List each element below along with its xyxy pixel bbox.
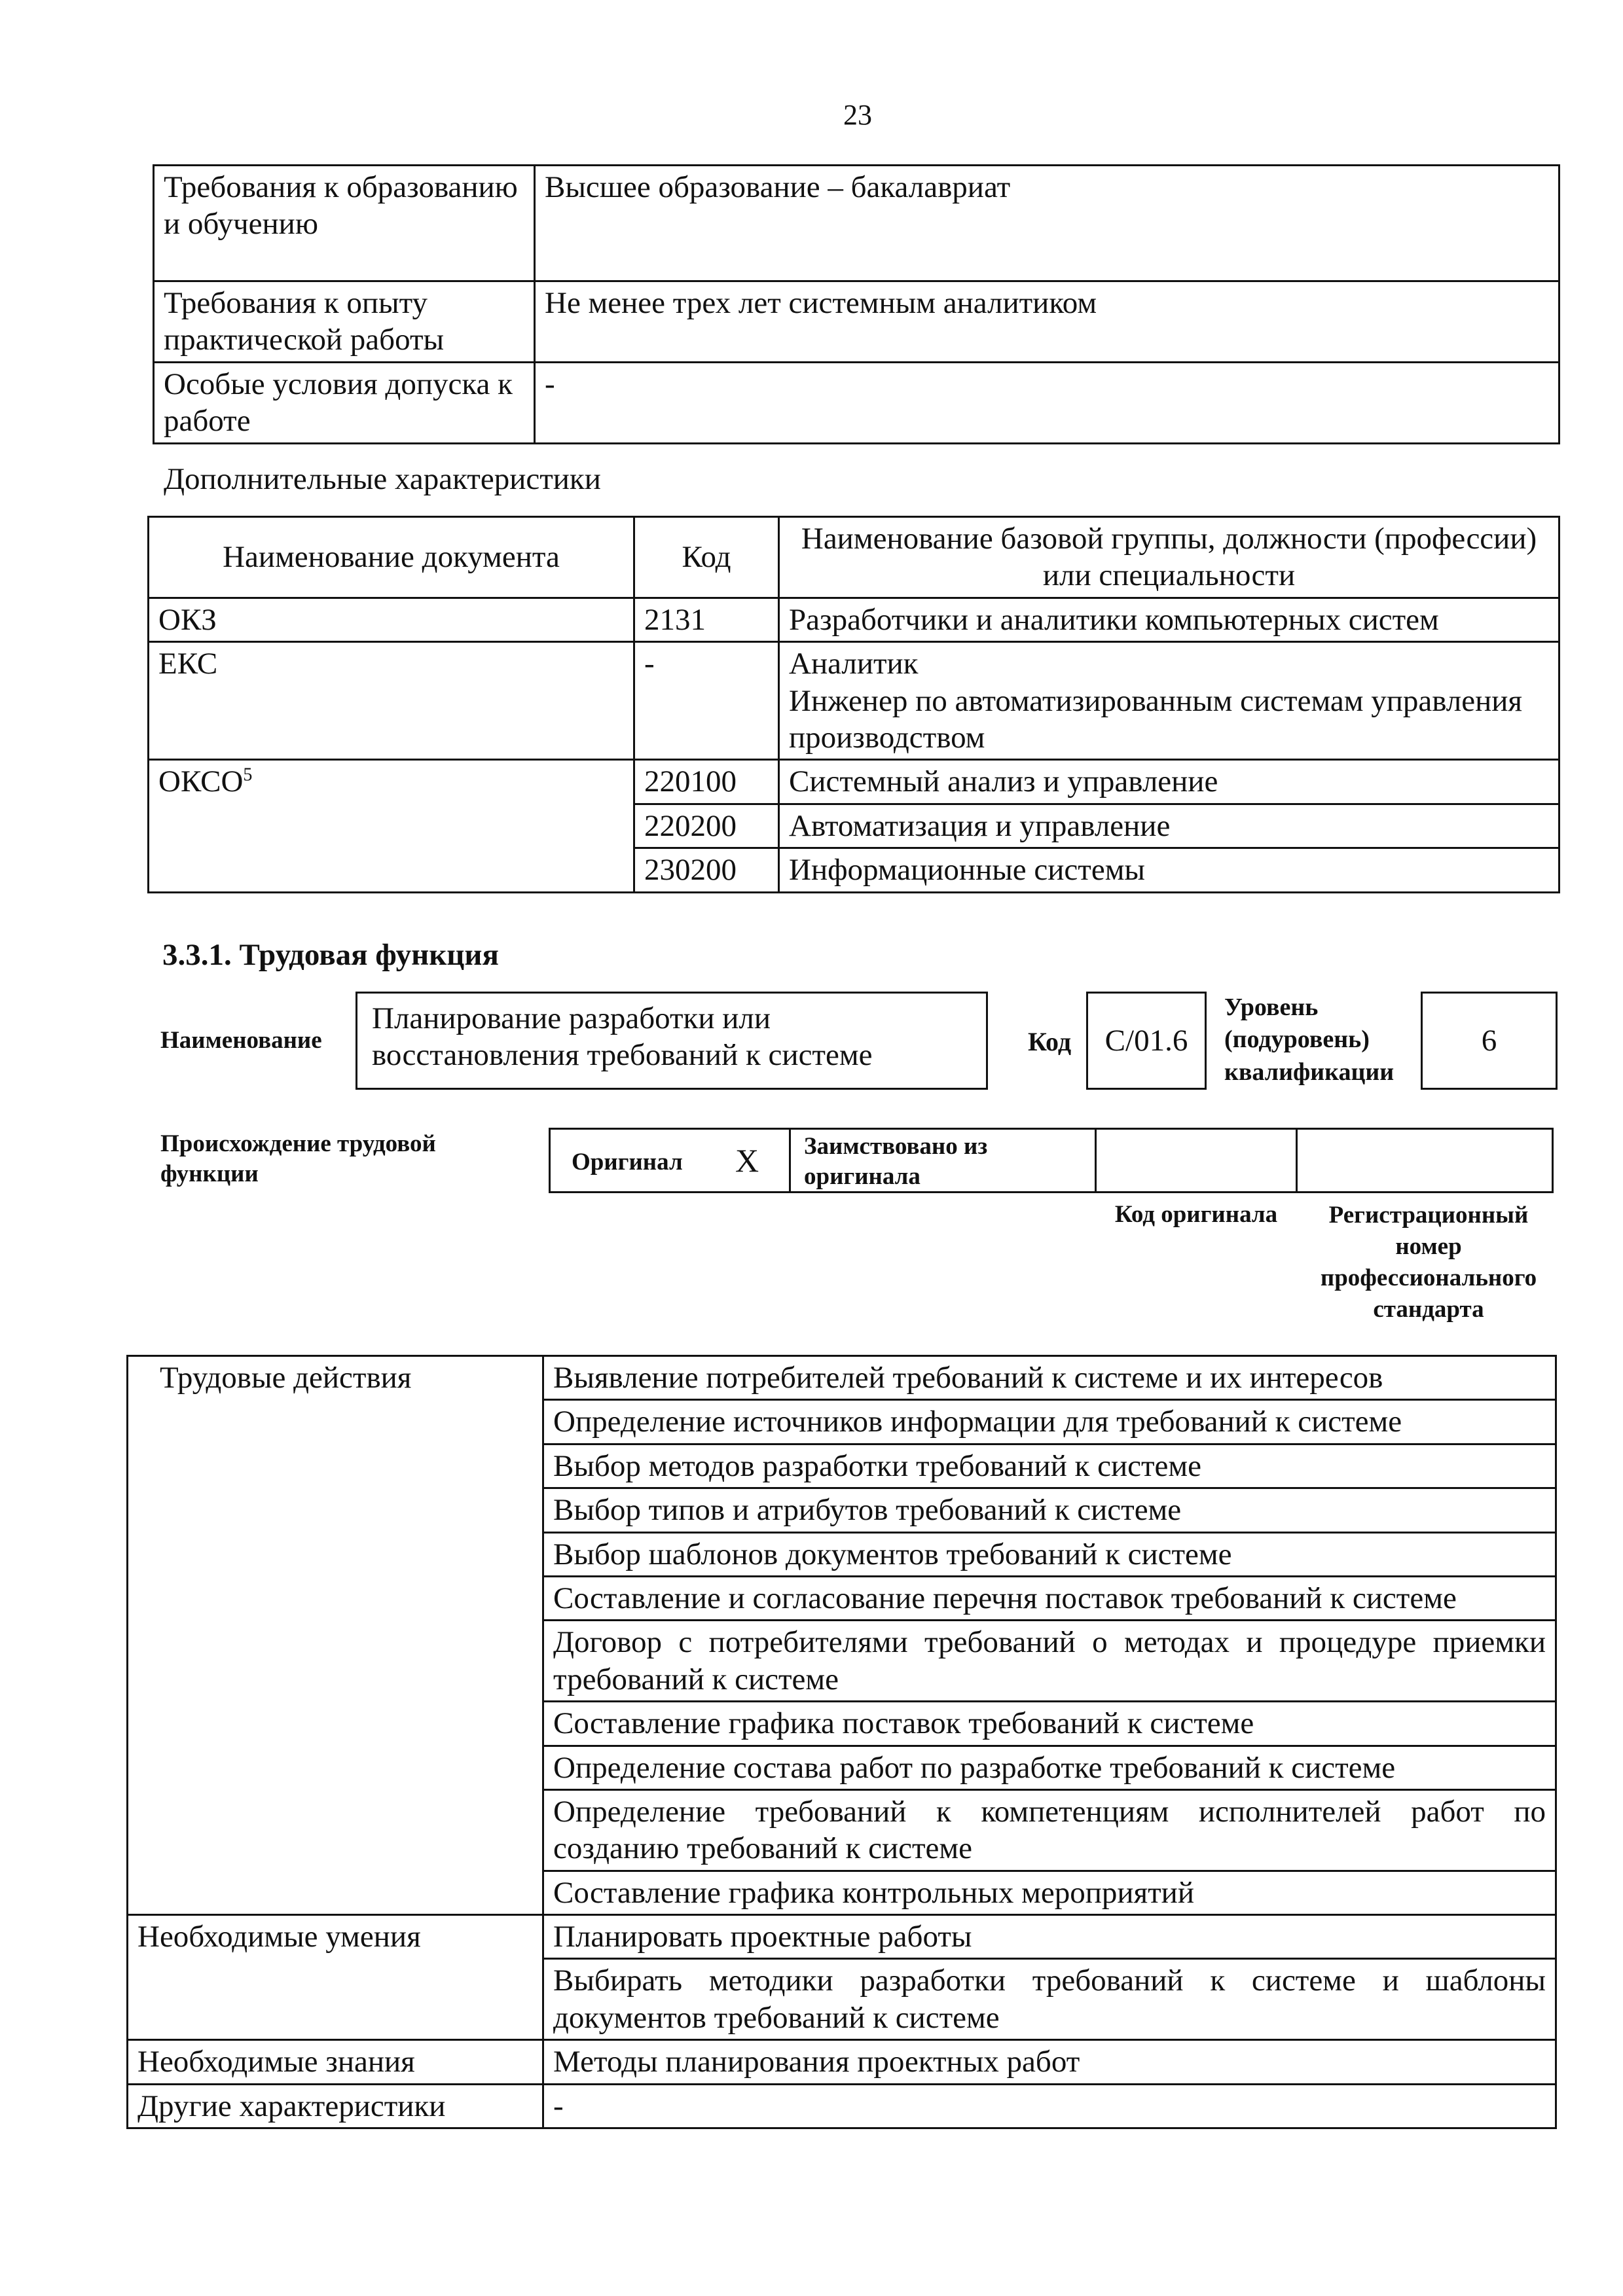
- origin-original-box: [549, 1128, 791, 1193]
- req-value: Высшее образование – бакалавриат: [535, 166, 1559, 281]
- borrowed-label: Заимствовано из оригинала: [804, 1133, 988, 1191]
- action-item: Составление и согласование перечня поставок требований к системе: [543, 1576, 1556, 1620]
- footnote-mark: 5: [243, 764, 253, 785]
- table-row: [149, 760, 1559, 804]
- other-item: -: [543, 2084, 1556, 2128]
- doc-cell: [149, 760, 634, 892]
- additional-title: Дополнительные характеристики: [164, 462, 601, 496]
- level-label: Уровень (подуровень) квалификации: [1224, 994, 1395, 1086]
- req-value: -: [535, 362, 1559, 443]
- labor-table: [126, 1355, 1557, 2129]
- code-cell: 230200: [634, 848, 779, 892]
- level-value: 6: [1481, 1024, 1497, 1058]
- code-cell: 220200: [634, 804, 779, 848]
- code-cell: 220100: [634, 760, 779, 804]
- original-mark: X: [735, 1142, 759, 1179]
- reg-number-box: [1296, 1128, 1554, 1193]
- skill-item: Планировать проектные работы: [543, 1915, 1556, 1959]
- table-row: [154, 362, 1559, 443]
- header-group-name: Наименование базовой группы, должности (профессии) или специальности: [779, 517, 1559, 598]
- action-item: Выбор типов и атрибутов требований к системе: [543, 1488, 1556, 1532]
- action-item: Составление графика поставок требований к системе: [543, 1702, 1556, 1746]
- doc-cell: ОКЗ: [149, 598, 634, 641]
- other-label: Другие характеристики: [128, 2084, 543, 2128]
- section-heading: 3.3.1. Трудовая функция: [162, 938, 499, 972]
- doc-cell: ЕКС: [149, 642, 634, 760]
- origin-label: Происхождение трудовой функции: [160, 1130, 436, 1188]
- table-row: [149, 598, 1559, 641]
- actions-label: Трудовые действия: [128, 1356, 543, 1915]
- origin-borrowed-box: [789, 1128, 1097, 1193]
- name-cell: Аналитик Инженер по автоматизированным системам управления производством: [779, 642, 1559, 760]
- knowledge-item: Методы планирования проектных работ: [543, 2040, 1556, 2084]
- req-value: Не менее трех лет системным аналитиком: [535, 281, 1559, 363]
- original-code-caption: Код оригинала: [1114, 1201, 1278, 1228]
- action-item: Выявление потребителей требований к системе и их интересов: [543, 1356, 1556, 1400]
- name-cell: Информационные системы: [779, 848, 1559, 892]
- function-name-box: [356, 992, 988, 1090]
- name-cell: Системный анализ и управление: [779, 760, 1559, 804]
- name-cell: Автоматизация и управление: [779, 804, 1559, 848]
- function-code-value: C/01.6: [1104, 1024, 1188, 1058]
- table-row: [128, 1915, 1556, 1959]
- original-label: Оригинал: [572, 1149, 683, 1175]
- code-cell: -: [634, 642, 779, 760]
- page-number: 23: [843, 99, 872, 131]
- table-row: [149, 642, 1559, 760]
- function-name-value: Планирование разработки или восстановления требований к системе: [372, 1001, 873, 1073]
- req-label: Требования к образованию и обучению: [154, 166, 535, 281]
- original-code-box: [1095, 1128, 1298, 1193]
- table-row: [128, 2084, 1556, 2128]
- action-item: Выбор шаблонов документов требований к системе: [543, 1532, 1556, 1576]
- action-item: Определение источников информации для требований к системе: [543, 1400, 1556, 1444]
- okso-label: ОКСО: [158, 764, 244, 799]
- action-item: Договор с потребителями требований о методах и процедуре приемки требований к системе: [543, 1621, 1556, 1702]
- table-row: [154, 166, 1559, 281]
- knowledge-label: Необходимые знания: [128, 2040, 543, 2084]
- action-item: Выбор методов разработки требований к системе: [543, 1444, 1556, 1488]
- action-item: Определение состава работ по разработке требований к системе: [543, 1746, 1556, 1789]
- function-code-label: Код: [1028, 1027, 1072, 1056]
- table-row: [128, 2040, 1556, 2084]
- skill-item: Выбирать методики разработки требований к системе и шаблоны документов требований к системе: [543, 1959, 1556, 2040]
- name-cell: Разработчики и аналитики компьютерных систем: [779, 598, 1559, 641]
- table-row: [154, 281, 1559, 363]
- additional-table: [147, 516, 1560, 893]
- action-item: Определение требований к компетенциям исполнителей работ по созданию требований к системе: [543, 1789, 1556, 1871]
- function-code-box: [1086, 992, 1207, 1090]
- req-label: Требования к опыту практической работы: [154, 281, 535, 363]
- code-cell: 2131: [634, 598, 779, 641]
- level-box: [1421, 992, 1558, 1090]
- reg-number-caption: Регистрационный номер профессионального стандарта: [1320, 1202, 1537, 1323]
- requirements-table: [153, 164, 1560, 444]
- function-name-label: Наименование: [160, 1027, 322, 1054]
- header-code: Код: [634, 517, 779, 598]
- req-label: Особые условия допуска к работе: [154, 362, 535, 443]
- skills-label: Необходимые умения: [128, 1915, 543, 2040]
- table-row: [128, 1356, 1556, 1400]
- table-header-row: [149, 517, 1559, 598]
- action-item: Составление графика контрольных мероприятий: [543, 1871, 1556, 1914]
- header-document: Наименование документа: [149, 517, 634, 598]
